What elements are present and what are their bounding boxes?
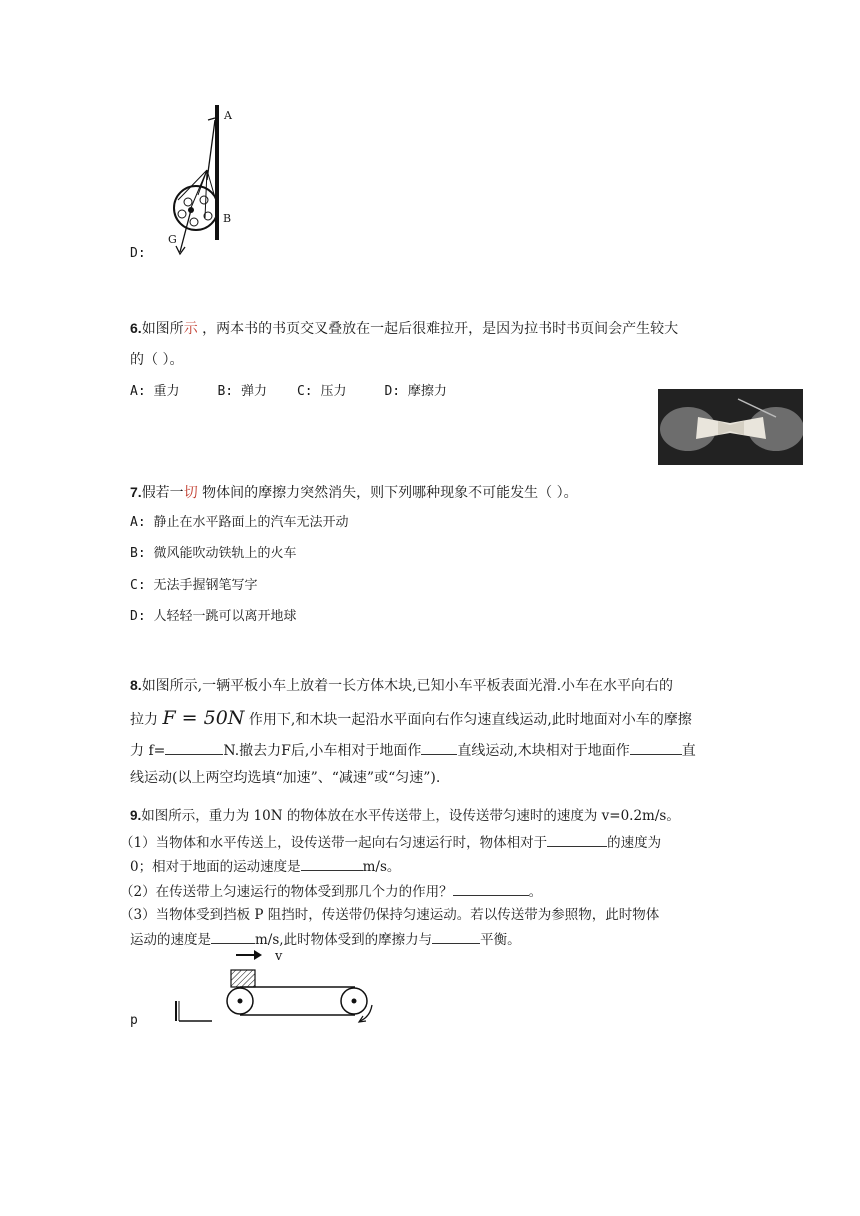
label-g: G [168, 233, 177, 246]
label-b: B [223, 212, 232, 225]
blank-car-motion[interactable] [421, 740, 457, 755]
q6-line1: 6.如图所示 ，两本书的书页交叉叠放在一起后很难拉开，是因为拉书时书页间会产生较大 [130, 320, 679, 337]
blank-forces[interactable] [453, 881, 529, 896]
q7-option-c: C: 无法手握钢笔写字 [130, 578, 258, 593]
conveyor-figure [170, 945, 390, 1025]
velocity-label: v [275, 949, 283, 964]
q6-options: A: 重力 B: 弹力 C: 压力 D: 摩擦力 [130, 384, 447, 399]
blank-balance[interactable] [432, 929, 480, 944]
q9-line3: 0；相对于地面的运动速度是 m/s。 [130, 856, 400, 877]
q9-line6: 运动的速度是 m/s,此时物体受到的摩擦力与 平衡。 [130, 929, 521, 950]
blank-friction[interactable] [165, 740, 223, 755]
q8-line4: 线运动(以上两空均选填“加速”、“减速”或“匀速”). [130, 770, 441, 786]
q9-line4: （2）在传送带上匀速运行的物体受到那几个力的作用？ 。 [120, 881, 542, 902]
q7-option-a: A: 静止在水平路面上的汽车无法开动 [130, 515, 349, 530]
option-d-label: D: [130, 246, 146, 261]
blank-relative[interactable] [547, 832, 607, 847]
q8-line3: 力 f= N.撤去力F后,小车相对于地面作 直线运动,木块相对于地面作 直 [130, 740, 696, 761]
force-formula: F = 50N [162, 707, 245, 729]
q8-line1: 8.如图所示,一辆平板小车上放着一长方体木块,已知小车平板表面光滑.小车在水平向右的 [130, 677, 674, 694]
q9-line2: （1）当物体和水平传送上，设传送带一起向右匀速运行时，物体相对于 的速度为 [120, 832, 661, 853]
baffle-p-label: p [130, 1013, 138, 1028]
q6-line2: 的（ ）。 [130, 352, 184, 368]
q9-number: 9. [130, 808, 142, 823]
q9-line1: 9.如图所示，重力为 10N 的物体放在水平传送带上，设传送带匀速时的速度为 v=0.2m/s。 [130, 808, 680, 824]
q6-number: 6. [130, 320, 142, 336]
figure-d [160, 100, 240, 260]
q8-line2: 拉力 F = 50N 作用下,和木块一起沿水平面向右作匀速直线运动,此时地面对小车的摩擦 [130, 707, 692, 729]
q7-number: 7. [130, 484, 142, 500]
q7-line1: 7.假若一切 物体间的摩擦力突然消失，则下列哪种现象不可能发生（ ）。 [130, 484, 578, 501]
blank-block-motion[interactable] [630, 740, 682, 755]
books-photo [658, 389, 803, 465]
q7-option-b: B: 微风能吹动铁轨上的火车 [130, 546, 297, 561]
q7-option-d: D: 人轻轻一跳可以离开地球 [130, 609, 297, 624]
q8-number: 8. [130, 677, 142, 693]
blank-belt-speed[interactable] [211, 929, 255, 944]
label-a: A [224, 109, 232, 122]
q9-line5: （3）当物体受到挡板 P 阻挡时，传送带仍保持匀速运动。若以传送带为参照物，此时物体 [120, 907, 660, 923]
blank-ground-speed[interactable] [301, 856, 363, 871]
